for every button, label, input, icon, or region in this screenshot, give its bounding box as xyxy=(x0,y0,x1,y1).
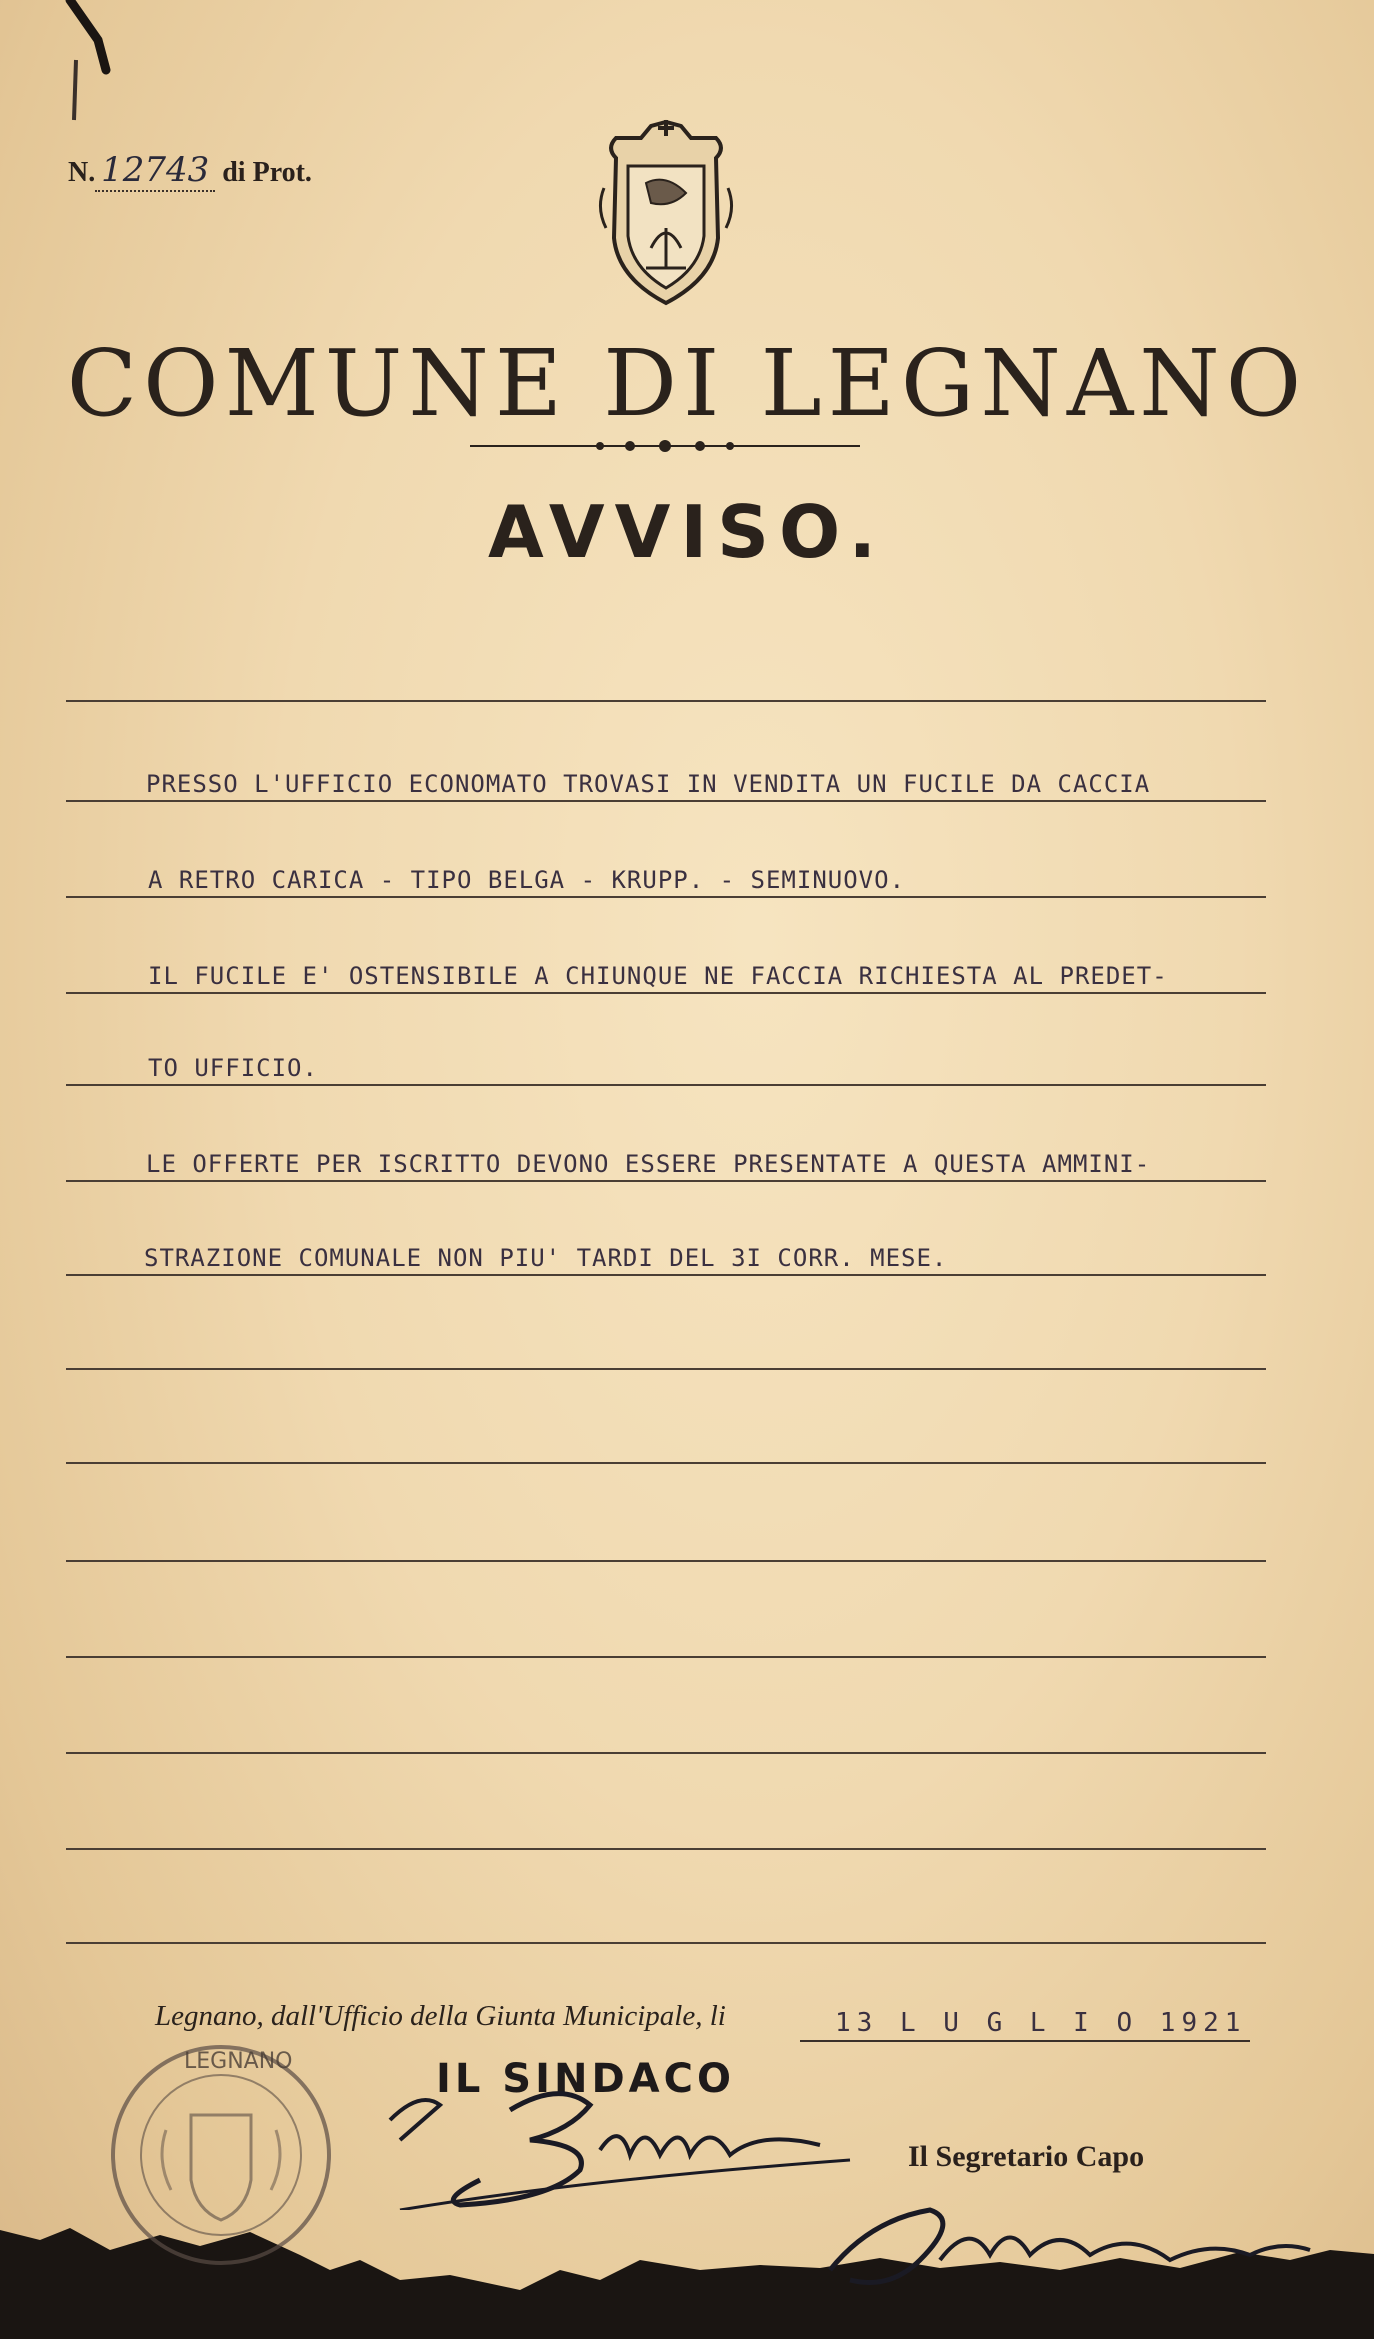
body-text: IL FUCILE E' OSTENSIBILE A CHIUNQUE NE FACCIA RICHIESTA AL PREDET- xyxy=(148,962,1168,990)
protocol-prefix: N. xyxy=(68,157,96,188)
ruled-line xyxy=(66,1848,1266,1850)
body-line-3 xyxy=(66,960,1266,1000)
body-line-6 xyxy=(66,1242,1266,1282)
date-field xyxy=(800,2004,1250,2042)
body-line-5 xyxy=(66,1148,1266,1188)
protocol-line xyxy=(68,150,312,192)
ruled-line xyxy=(66,1462,1266,1464)
ruled-line xyxy=(66,1560,1266,1562)
svg-text:LEGNANO: LEGNANO xyxy=(184,2049,293,2074)
ruled-line xyxy=(66,1752,1266,1754)
ruled-line xyxy=(66,1942,1266,1944)
document-title: COMUNE DI LEGNANO xyxy=(66,330,1308,437)
title-ornament xyxy=(470,436,860,456)
secretary-label: Il Segretario Capo xyxy=(908,2140,1145,2173)
notice-heading: AVVISO. xyxy=(488,490,886,574)
body-text: STRAZIONE COMUNALE NON PIU' TARDI DEL 3I CORR. MESE. xyxy=(144,1244,948,1272)
ruled-line xyxy=(66,1368,1266,1370)
body-text: A RETRO CARICA - TIPO BELGA - KRUPP. - SEMINUOVO. xyxy=(148,866,906,894)
protocol-number: 12743 xyxy=(95,150,215,192)
mayor-label: IL SINDACO xyxy=(436,2056,735,2102)
body-line-1 xyxy=(66,768,1266,808)
place-label: Legnano, dall'Ufficio della Giunta Municipale, li xyxy=(155,2000,726,2032)
municipal-stamp-icon xyxy=(96,2040,346,2270)
date-value: 13 L U G L I O 1921 xyxy=(835,2008,1247,2038)
body-text: TO UFFICIO. xyxy=(148,1054,318,1082)
body-text: LE OFFERTE PER ISCRITTO DEVONO ESSERE PRESENTATE A QUESTA AMMINI- xyxy=(146,1150,1151,1178)
body-line-4 xyxy=(66,1052,1266,1092)
coat-of-arms-icon xyxy=(596,118,736,308)
body-text: PRESSO L'UFFICIO ECONOMATO TROVASI IN VENDITA UN FUCILE DA CACCIA xyxy=(146,770,1151,798)
ruled-line xyxy=(66,1656,1266,1658)
body-line-2 xyxy=(66,864,1266,904)
ruled-line xyxy=(66,700,1266,702)
paper-mark xyxy=(58,0,128,140)
protocol-suffix: di Prot. xyxy=(222,157,312,188)
secretary-signature xyxy=(810,2180,1330,2300)
